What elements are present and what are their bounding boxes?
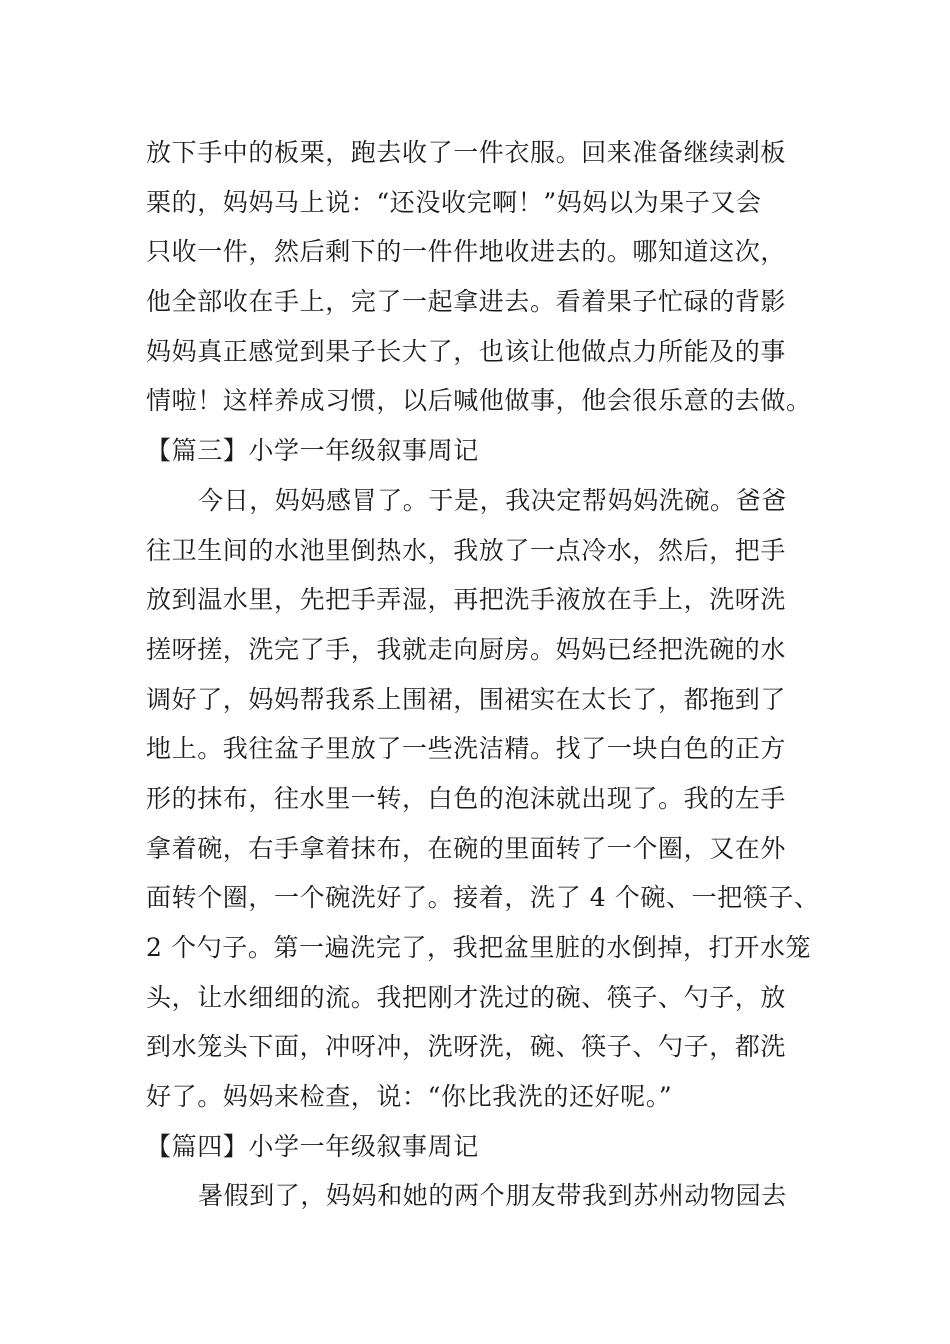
text-line: 拿着碗，右手拿着抹布，在碗的里面转了一个圈，又在外 bbox=[146, 833, 787, 863]
text-line: 好了。妈妈来检查，说：“你比我洗的还好呢。” bbox=[146, 1082, 673, 1112]
section-heading: 【篇三】小学一年级叙事周记 bbox=[146, 436, 479, 466]
text-line: 面转个圈，一个碗洗好了。接着，洗了 4 个碗、一把筷子、 bbox=[146, 883, 820, 913]
text-line: 情啦！这样养成习惯，以后喊他做事，他会很乐意的去做。 bbox=[146, 386, 812, 416]
text-line: 往卫生间的水池里倒热水，我放了一点冷水，然后，把手 bbox=[146, 535, 787, 565]
text-line: 头，让水细细的流。我把刚才洗过的碗、筷子、勺子，放 bbox=[146, 982, 787, 1012]
text-line: 栗的，妈妈马上说：“还没收完啊！”妈妈以为果子又会 bbox=[146, 187, 762, 217]
text-line: 到水笼头下面，冲呀冲，洗呀洗，碗、筷子、勺子，都洗 bbox=[146, 1032, 787, 1062]
text-line: 地上。我往盆子里放了一些洗洁精。找了一块白色的正方 bbox=[146, 734, 787, 764]
text-line: 放到温水里，先把手弄湿，再把洗手液放在手上，洗呀洗 bbox=[146, 585, 787, 615]
document-body bbox=[146, 128, 836, 1221]
text-line: 妈妈真正感觉到果子长大了，也该让他做点力所能及的事 bbox=[146, 336, 787, 366]
paragraph-start-line: 今日，妈妈感冒了。于是，我决定帮妈妈洗碗。爸爸 bbox=[198, 485, 787, 515]
text-line: 形的抹布，往水里一转，白色的泡沫就出现了。我的左手 bbox=[146, 783, 787, 813]
text-line: 调好了，妈妈帮我系上围裙，围裙实在太长了，都拖到了 bbox=[146, 684, 787, 714]
paragraph-start-line: 暑假到了，妈妈和她的两个朋友带我到苏州动物园去 bbox=[198, 1181, 787, 1211]
text-line: 搓呀搓，洗完了手，我就走向厨房。妈妈已经把洗碗的水 bbox=[146, 634, 787, 664]
text-line: 他全部收在手上，完了一起拿进去。看着果子忙碌的背影 bbox=[146, 287, 787, 317]
text-line: 只收一件，然后剩下的一件件地收进去的。哪知道这次， bbox=[146, 237, 787, 267]
section-heading: 【篇四】小学一年级叙事周记 bbox=[146, 1131, 479, 1161]
text-line: 放下手中的板栗，跑去收了一件衣服。回来准备继续剥板 bbox=[146, 138, 787, 167]
text-line: 2 个勺子。第一遍洗完了，我把盆里脏的水倒掉，打开水笼 bbox=[146, 933, 812, 962]
